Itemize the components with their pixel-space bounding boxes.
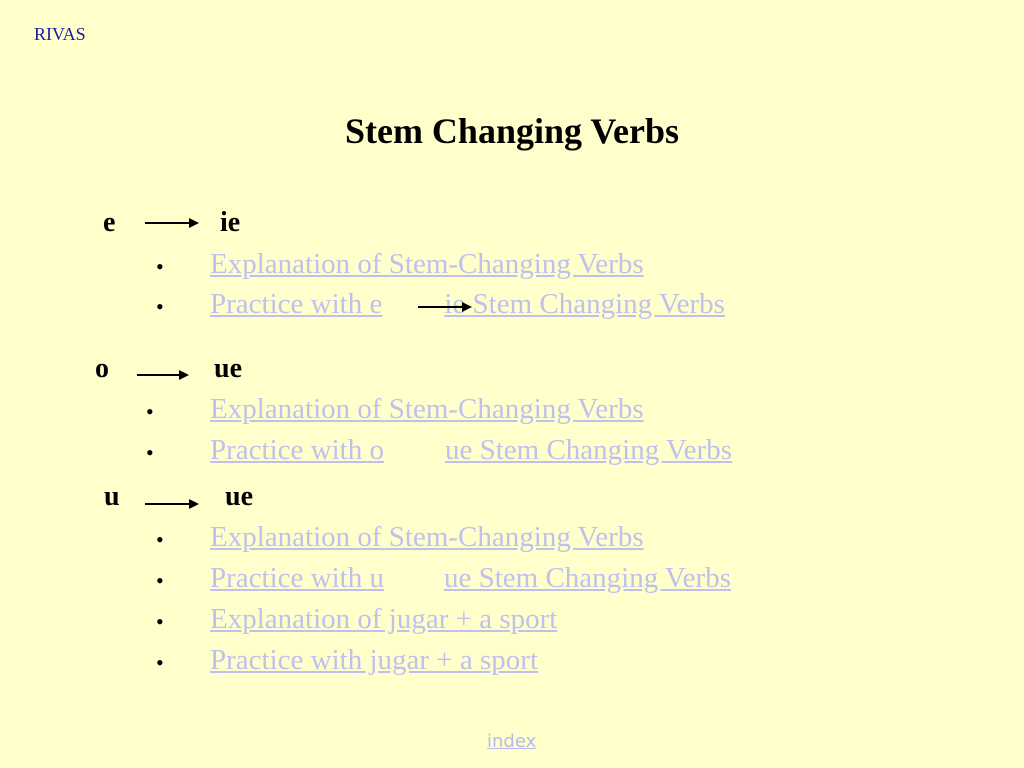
bullet: • bbox=[156, 254, 164, 279]
link-explanation-e-ie[interactable]: Explanation of Stem-Changing Verbs bbox=[210, 248, 644, 280]
link-explanation-u-ue[interactable]: Explanation of Stem-Changing Verbs bbox=[210, 521, 644, 553]
link-text-before: Practice with o bbox=[210, 434, 384, 466]
page-title: Stem Changing Verbs bbox=[344, 111, 680, 151]
bullet: • bbox=[156, 527, 164, 552]
bullet: • bbox=[146, 440, 154, 465]
bullet: • bbox=[156, 650, 164, 675]
heading-from: e bbox=[103, 207, 116, 238]
link-explanation-o-ue[interactable]: Explanation of Stem-Changing Verbs bbox=[210, 393, 644, 425]
heading-to: ue bbox=[225, 481, 253, 512]
index-link[interactable]: index bbox=[487, 731, 537, 752]
heading-from: u bbox=[104, 481, 120, 512]
bullet: • bbox=[156, 294, 164, 319]
link-text-before: Practice with u bbox=[210, 562, 384, 594]
link-practice-o-ue[interactable] bbox=[210, 434, 732, 467]
heading-to: ue bbox=[214, 353, 242, 384]
arrow-icon bbox=[145, 503, 197, 505]
arrow-icon bbox=[145, 222, 197, 224]
bullet: • bbox=[156, 568, 164, 593]
link-text-before: Practice with e bbox=[210, 288, 383, 320]
arrow-icon bbox=[137, 374, 187, 376]
arrow-icon bbox=[418, 306, 470, 308]
bullet: • bbox=[156, 609, 164, 634]
heading-to: ie bbox=[220, 207, 241, 238]
heading-from: o bbox=[95, 353, 109, 384]
bullet: • bbox=[146, 399, 154, 424]
author-label: RIVAS bbox=[34, 24, 86, 44]
link-practice-jugar[interactable]: Practice with jugar + a sport bbox=[210, 644, 539, 676]
link-text-after: ie Stem Changing Verbs bbox=[444, 288, 725, 320]
link-text-after: ue Stem Changing Verbs bbox=[444, 434, 732, 466]
link-text-after: ue Stem Changing Verbs bbox=[443, 562, 731, 594]
link-practice-u-ue[interactable] bbox=[210, 562, 731, 595]
link-explanation-jugar[interactable]: Explanation of jugar + a sport bbox=[210, 603, 558, 635]
